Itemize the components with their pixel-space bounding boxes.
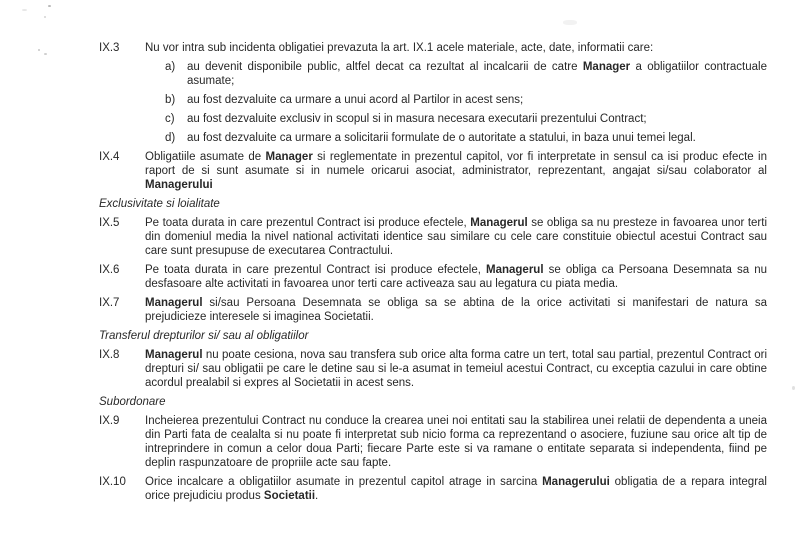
subitem-a <box>99 60 767 88</box>
clause-text: Managerul nu poate cesiona, nova sau transfera sub orice alta forma catre un tert, total sau partial, prezentul Contract ori drepturi si/ sau obligatii pe care le detine sau si le-a asumat in temeiul acestui Contract, cu exceptia cazului in care obtine acordul prealabil si expres al Societatii in acest sens. <box>145 349 767 389</box>
section-heading: Transferul drepturilor si/ sau al obligatiilor <box>99 330 309 342</box>
clause-number: IX.6 <box>99 264 120 276</box>
clause-IX.4 <box>99 150 767 192</box>
clause-IX.6 <box>99 263 767 291</box>
subitem-letter: d) <box>165 132 176 144</box>
clause-text: Nu vor intra sub incidenta obligatiei prevazuta la art. IX.1 acele materiale, acte, date, informatii care: <box>145 42 654 54</box>
subitem-letter: a) <box>165 61 176 73</box>
clause-number: IX.5 <box>99 217 120 229</box>
clause-IX.3 <box>99 41 767 55</box>
subitem-d <box>99 131 767 145</box>
indent-spacer <box>99 112 145 126</box>
clause-IX.10 <box>99 475 767 503</box>
clause-text: Pe toata durata in care prezentul Contract isi produce efectele, Managerul se obliga sa nu presteze in favoarea unor terti din domeniul media la nivel national activitati identice sau similare cu cele care constituie obiectul acestui Contract sau care sunt presupuse de executarea Contractului. <box>145 217 768 257</box>
clause-IX.7 <box>99 296 767 324</box>
clause-text: Obligatiile asumate de Manager si reglementate in prezentul capitol, vor fi interpretate in sensul ca isi produc efecte in raport de si sunt asumate si in numele oricarui asociat, administrator, reprezentant, angajat si/sau colaborator al Managerului <box>145 151 768 191</box>
clause-number: IX.8 <box>99 349 120 361</box>
clause-number: IX.9 <box>99 415 120 427</box>
indent-spacer <box>99 93 145 107</box>
indent-spacer <box>99 60 145 88</box>
clause-number: IX.10 <box>99 476 126 488</box>
subitem-letter: b) <box>165 94 176 106</box>
clause-text: Managerul si/sau Persoana Desemnata se obliga sa se abtina de la orice activitati si manifestari de natura sa prejudicieze interesele si imaginea Societatii. <box>145 297 767 323</box>
subitem-text: au devenit disponibile public, altfel decat ca rezultat al incalcarii de catre Manager a obligatiilor contractuale asumate; <box>187 61 767 87</box>
clause-IX.9 <box>99 414 767 470</box>
subitem-c <box>99 112 767 126</box>
clause-number: IX.4 <box>99 151 120 163</box>
subitem-letter: c) <box>165 113 175 125</box>
subitem-b <box>99 93 767 107</box>
clause-text: Incheierea prezentului Contract nu conduce la crearea unei noi entitati sau la stabilirea unei relatii de dependenta a uneia din Parti fata de cealalta si nu poate fi interpretat sub nicio forma ca reprezentand o asociere, fuziune sau orice alt tip de intreprindere in comun a celor doua Parti; fiecare Parte este si va ramane o entitate separata si independenta, fiind pe deplin raspunzatoare de propriile acte sau fapte. <box>145 415 767 469</box>
clause-text: Orice incalcare a obligatiilor asumate in prezentul capitol atrage in sarcina Managerului obligatia de a repara integral orice prejudiciu produs Societatii. <box>145 476 767 502</box>
subitem-text: au fost dezvaluite ca urmare a unui acord al Partilor in acest sens; <box>187 94 524 106</box>
clause-IX.8 <box>99 348 767 390</box>
clause-number: IX.3 <box>99 42 120 54</box>
indent-spacer <box>99 131 145 145</box>
section-heading: Exclusivitate si loialitate <box>99 198 220 210</box>
subitem-text: au fost dezvaluite exclusiv in scopul si in masura necesara executarii prezentului Contract; <box>187 113 647 125</box>
section-heading: Subordonare <box>99 396 166 408</box>
clause-number: IX.7 <box>99 297 120 309</box>
clause-text: Pe toata durata in care prezentul Contract isi produce efectele, Managerul se obliga ca Persoana Desemnata sa nu desfasoare alte activitati in favoarea unor terti care activeaza sau au legatura cu piata media. <box>145 264 768 290</box>
subitem-text: au fost dezvaluite ca urmare a solicitarii formulate de o autoritate a statului, in baza unui temei legal. <box>187 132 696 144</box>
clause-IX.5 <box>99 216 767 258</box>
